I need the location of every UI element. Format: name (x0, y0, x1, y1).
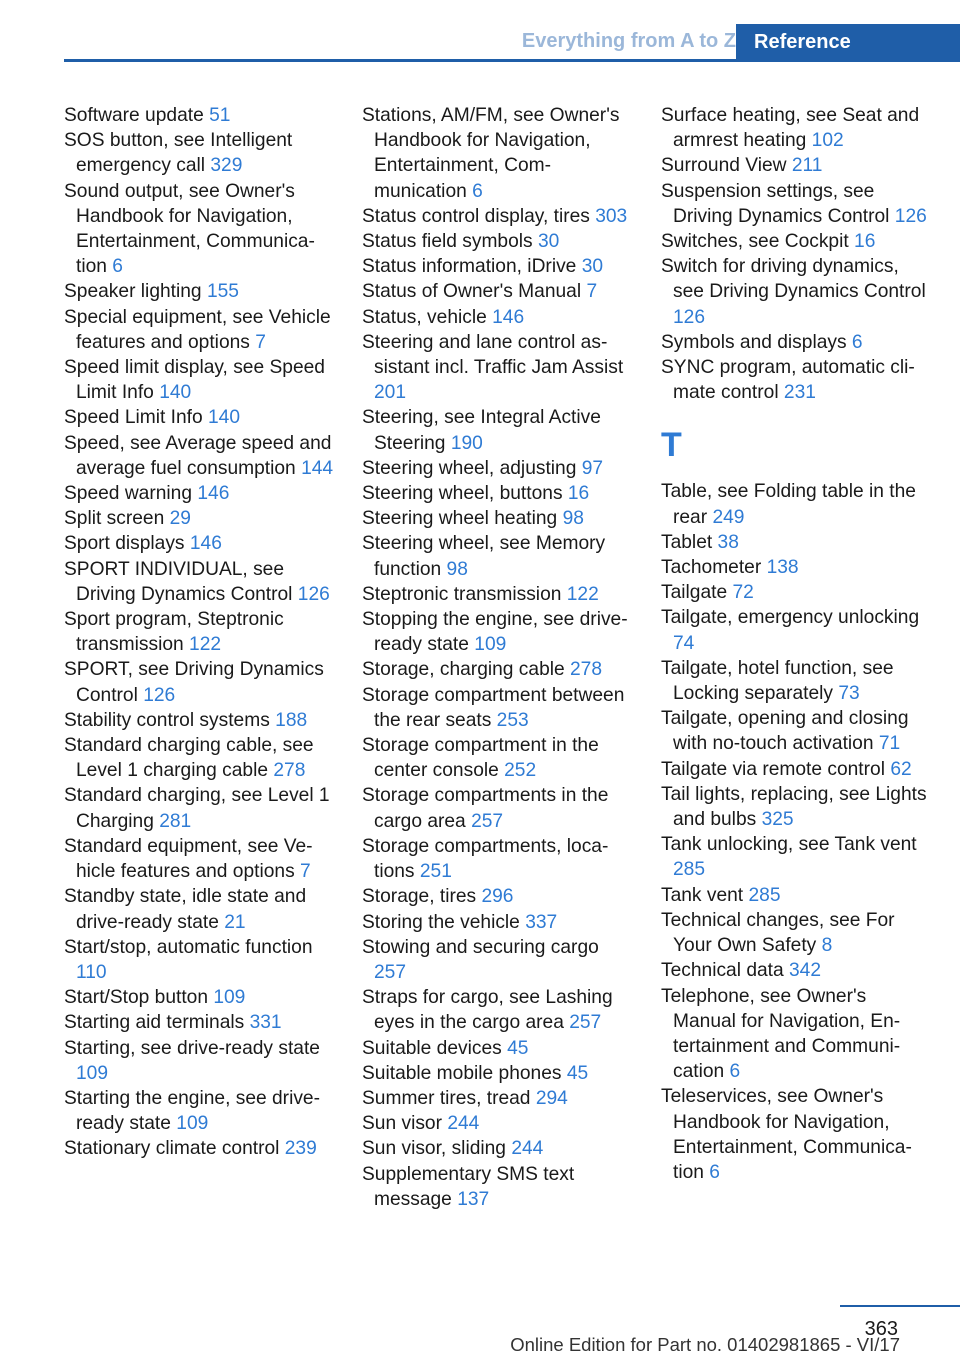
page-link[interactable]: 98 (446, 558, 468, 580)
index-entry (661, 355, 933, 405)
page-link[interactable]: 126 (143, 684, 176, 706)
index-entry (661, 984, 933, 1085)
index-entry (661, 179, 933, 229)
page-link[interactable]: 155 (206, 281, 239, 303)
index-entry (362, 607, 634, 657)
index-entry (362, 1086, 634, 1111)
index-entry (362, 506, 634, 531)
index-entry-text: Tail lights, replacing, see Lights and bulbs (661, 783, 927, 831)
index-entry (64, 884, 336, 934)
page-link[interactable]: 257 (569, 1012, 602, 1034)
index-entry-text: Stowing and securing cargo (362, 936, 599, 958)
page-link[interactable]: 109 (176, 1113, 209, 1135)
index-entry-text: Table, see Folding table in the rear (661, 481, 916, 528)
index-entry-text: Storage, charging cable (362, 659, 565, 681)
page-link[interactable]: 74 (673, 632, 695, 654)
index-entry (362, 1036, 634, 1061)
index-entry-text: Suitable mobile phones (362, 1062, 562, 1084)
header-rule (64, 59, 960, 62)
index-entry-text: Starting the engine, see drive-ready state (64, 1087, 320, 1135)
index-entry (64, 481, 336, 506)
index-entry-text: Sun visor (362, 1113, 442, 1135)
index-entry (661, 153, 933, 178)
index-entry-text: Summer tires, tread (362, 1087, 531, 1109)
index-entry-text: SPORT, see Driving Dynamics Control (64, 659, 324, 706)
page-link[interactable]: 303 (595, 205, 628, 227)
page-link[interactable]: 98 (562, 508, 584, 530)
index-entry (64, 305, 336, 355)
page-link[interactable]: 331 (249, 1012, 282, 1034)
index-entry (661, 530, 933, 555)
index-entry-text: Telephone, see Owner's Manual for Navigation, Entertainment and Communication (661, 985, 901, 1083)
index-entry (64, 405, 336, 430)
index-entry-text: Switch for driving dynamics, see Driving Dynamics Control (661, 256, 926, 303)
index-entry-text: Speed warning (64, 483, 193, 505)
index-entry-text: Starting, see drive-ready state (64, 1037, 320, 1059)
index-entry-text: Storage, tires (362, 886, 477, 908)
page-link[interactable]: 45 (507, 1037, 529, 1059)
index-entry-text: Sun visor, sliding (362, 1138, 506, 1160)
index-entry (362, 204, 634, 229)
index-entry (661, 103, 933, 153)
index-entry (661, 706, 933, 756)
footer-rule (840, 1305, 960, 1307)
page-header (64, 24, 960, 62)
index-entry (64, 708, 336, 733)
page-link[interactable]: 7 (300, 861, 311, 883)
index-entry (661, 832, 933, 882)
page-link[interactable]: 201 (374, 382, 407, 404)
index-entry-text: Tailgate via remote control (661, 758, 885, 780)
reference-tab[interactable]: Reference (736, 24, 960, 61)
index-entry (661, 782, 933, 832)
index-entry-text: Sport program, Steptronic transmission (64, 609, 284, 656)
page-link[interactable]: 257 (374, 961, 407, 983)
page-link[interactable]: 6 (729, 1061, 741, 1083)
index-entry-text: SYNC program, automatic climate control (661, 357, 915, 404)
page-link[interactable]: 252 (504, 760, 537, 782)
index-entry-text: Supplementary SMS text message (362, 1163, 575, 1210)
index-entry (64, 531, 336, 556)
index-entry-text: Status, vehicle (362, 306, 487, 328)
page-link[interactable]: 285 (748, 884, 781, 906)
index-entry-text: Start/stop, automatic function (64, 936, 313, 958)
page-link[interactable]: 122 (189, 634, 222, 656)
index-entry (362, 683, 634, 733)
index-entry (64, 607, 336, 657)
page-link[interactable]: 146 (189, 533, 222, 555)
page-link[interactable]: 281 (159, 810, 192, 832)
index-entry (362, 330, 634, 406)
index-column-1 (64, 103, 336, 1162)
page-link[interactable]: 21 (224, 911, 246, 933)
index-entry (64, 103, 336, 128)
index-entry (362, 657, 634, 682)
index-entry (64, 557, 336, 607)
index-entry (362, 985, 634, 1035)
index-entry-text: Suitable devices (362, 1037, 502, 1059)
index-entry-text: Technical changes, see For Your Own Safety (661, 909, 895, 957)
index-entry (64, 834, 336, 884)
index-entry-text: Tachometer (661, 557, 762, 579)
index-entry (362, 884, 634, 909)
index-entry (64, 783, 336, 833)
page-link[interactable]: 188 (275, 709, 308, 731)
page-link[interactable]: 109 (474, 634, 507, 656)
index-entry-text: Stability control systems (64, 709, 270, 731)
page-link[interactable]: 239 (284, 1138, 317, 1160)
page-link[interactable]: 257 (471, 810, 504, 832)
index-entry-text: Sport displays (64, 533, 185, 555)
index-entry-text: Status control display, tires (362, 205, 590, 227)
page-link[interactable]: 146 (492, 306, 525, 328)
index-entry-text: Sound output, see Owner's Handbook for Navigation, Entertainment, Communication (64, 180, 315, 278)
index-entry (661, 656, 933, 706)
index-column-3 (661, 103, 933, 1185)
page-link[interactable]: 8 (821, 935, 833, 957)
edition-note: Online Edition for Part no. 01402981865 - VI/17 (510, 1334, 900, 1355)
index-entry-text: Steering wheel heating (362, 508, 558, 530)
index-entry (661, 229, 933, 254)
index-entry-text: Technical data (661, 960, 784, 982)
page-link[interactable]: 190 (450, 432, 483, 454)
index-entry-text: SOS button, see Intelligent emergency call (64, 130, 293, 177)
index-entry (661, 254, 933, 330)
index-entry (661, 908, 933, 958)
index-entry (362, 481, 634, 506)
page-link[interactable]: 126 (894, 205, 927, 227)
index-entry (64, 355, 336, 405)
index-entry-text: Stations, AM/FM, see Owner's Handbook for Navigation, Entertainment, Communication (362, 105, 620, 202)
index-entry (362, 1136, 634, 1161)
index-entry-text: Suspension settings, see Driving Dynamics Control (661, 180, 890, 227)
page-link[interactable]: 231 (783, 382, 816, 404)
page-link[interactable]: 140 (159, 382, 192, 404)
page-number: 363 (864, 1318, 898, 1340)
index-entry (64, 1010, 336, 1035)
index-entry-text: Steering wheel, buttons (362, 483, 563, 505)
index-entry (64, 657, 336, 707)
page-link[interactable]: 244 (511, 1138, 544, 1160)
index-entry-text: Storage compartment in the center console (362, 735, 599, 782)
index-entry (661, 479, 933, 529)
index-entry (362, 910, 634, 935)
page-link[interactable]: 278 (570, 659, 603, 681)
index-entry (661, 757, 933, 782)
index-entry-text: Speed, see Average speed and average fuel consumption (64, 432, 332, 479)
page-link[interactable]: 109 (76, 1062, 109, 1084)
index-entry-text: Speed Limit Info (64, 407, 203, 429)
index-entry-text: Start/Stop button (64, 987, 208, 1009)
page-link[interactable]: 296 (481, 886, 514, 908)
page-link[interactable]: 6 (472, 180, 483, 202)
page-link[interactable]: 144 (301, 457, 334, 479)
index-entry (362, 279, 634, 304)
index-entry (64, 1036, 336, 1086)
page-link[interactable]: 253 (496, 709, 529, 731)
index-entry-text: Standard charging cable, see Level 1 charging cable (64, 735, 314, 782)
page-link[interactable]: 337 (525, 911, 558, 933)
page-link[interactable]: 249 (712, 506, 745, 528)
index-entry (64, 985, 336, 1010)
index-entry (64, 1086, 336, 1136)
index-entry-text: Special equipment, see Vehicle features and options (64, 306, 331, 353)
index-entry-text: Tailgate, emergency unlocking (661, 607, 920, 629)
index-entry (661, 580, 933, 605)
index-entry (362, 1162, 634, 1212)
page-link[interactable]: 16 (567, 483, 590, 505)
index-entry-text: Switches, see Cockpit (661, 231, 849, 253)
section-title: Everything from A to Z (521, 30, 736, 52)
index-entry (362, 405, 634, 455)
index-entry-text: Tailgate, hotel function, see Locking separately (661, 657, 894, 705)
index-entry (362, 254, 634, 279)
page-link[interactable]: 38 (717, 531, 739, 553)
index-entry (362, 733, 634, 783)
index-entry (362, 1061, 634, 1086)
index-section-letter: T (661, 426, 682, 465)
index-entry-text: Status field symbols (362, 231, 533, 253)
index-entry-text: Straps for cargo, see Lashing eyes in the cargo area (362, 987, 613, 1034)
page-link[interactable]: 73 (838, 683, 860, 705)
index-entry-text: Standard charging, see Level 1 Charging (64, 785, 330, 832)
index-entry-text: Surface heating, see Seat and armrest heating (661, 105, 920, 152)
page-link[interactable]: 278 (273, 760, 306, 782)
index-entry-text: Tailgate, opening and closing with no-touch activation (661, 708, 909, 755)
page-link[interactable]: 122 (566, 583, 599, 605)
index-entry-text: Steptronic transmission (362, 583, 562, 605)
page-link[interactable]: 211 (791, 155, 823, 177)
index-entry (64, 935, 336, 985)
index-entry (362, 834, 634, 884)
page-link[interactable]: 6 (112, 256, 123, 278)
page-link[interactable]: 244 (447, 1113, 480, 1135)
page-link[interactable]: 140 (208, 407, 241, 429)
page-link[interactable]: 110 (76, 961, 107, 983)
index-entry (661, 958, 933, 983)
page-link[interactable]: 329 (210, 155, 243, 177)
index-entry (362, 456, 634, 481)
page-link[interactable]: 137 (457, 1188, 490, 1210)
page-link[interactable]: 294 (535, 1087, 568, 1109)
index-entry (661, 555, 933, 580)
page-link[interactable]: 29 (169, 508, 191, 530)
index-entry-text: Tank unlocking, see Tank vent (661, 834, 917, 856)
index-entry-text: Tablet (661, 531, 713, 553)
page-link[interactable]: 97 (581, 457, 604, 479)
index-entry-text: Teleservices, see Owner's Handbook for Navigation, Entertainment, Communication (661, 1086, 912, 1183)
index-entry-text: Storage compartments, locations (362, 835, 609, 883)
index-entry-text: Steering wheel, adjusting (362, 457, 577, 479)
page-link[interactable]: 126 (673, 306, 706, 328)
page-link[interactable]: 6 (851, 331, 863, 353)
index-entry-text: Stopping the engine, see drive-ready state (362, 609, 628, 656)
index-entry-text: Speed limit display, see Speed Limit Info (64, 357, 325, 404)
page-link[interactable]: 7 (586, 281, 598, 303)
index-entry-text: SPORT INDIVIDUAL, see Driving Dynamics Control (64, 558, 293, 605)
index-entry (362, 1111, 634, 1136)
index-entry (362, 935, 634, 985)
index-entry (64, 733, 336, 783)
index-entry (362, 103, 634, 204)
index-entry-text: Tank vent (661, 884, 744, 906)
index-entry-text: Steering wheel, see Memory function (362, 533, 606, 580)
index-entry (362, 305, 634, 330)
index-entry (661, 330, 933, 355)
index-entry-text: Status information, iDrive (362, 256, 577, 278)
index-entry-text: Software update (64, 105, 204, 126)
index-entry (64, 1136, 336, 1161)
index-entry-text: Tailgate (661, 582, 728, 604)
page-link[interactable]: 30 (537, 231, 560, 253)
index-entry (362, 783, 634, 833)
index-entry (64, 179, 336, 280)
index-column-2 (362, 103, 634, 1212)
index-entry-text: Surround View (661, 155, 787, 177)
index-entry-text: Split screen (64, 508, 165, 530)
page-link[interactable]: 45 (566, 1062, 589, 1084)
page-link[interactable]: 30 (581, 256, 604, 278)
page-link[interactable]: 102 (811, 130, 844, 152)
page-link[interactable]: 251 (419, 861, 452, 883)
index-entry (64, 279, 336, 304)
page-link[interactable]: 51 (209, 105, 231, 126)
page-link[interactable]: 6 (709, 1161, 720, 1183)
index-entry-text: Standby state, idle state and drive-ready state (64, 886, 307, 933)
page-link[interactable]: 71 (878, 733, 901, 755)
page-link[interactable]: 16 (854, 231, 876, 253)
page-link[interactable]: 7 (255, 331, 266, 353)
page-link[interactable]: 126 (297, 583, 330, 605)
index-entry (661, 883, 933, 908)
index-entry-text: Status of Owner's Manual (362, 281, 582, 303)
index-entry-text: Steering and lane control assistant incl. Traffic Jam Assist (362, 331, 624, 379)
index-entry-text: Steering, see Integral Active Steering (362, 407, 601, 454)
index-entry (362, 582, 634, 607)
index-entry (64, 506, 336, 531)
index-entry-text: Symbols and displays (661, 331, 847, 353)
index-entry-text: Standard equipment, see Vehicle features and options (64, 835, 313, 883)
index-entry (661, 1084, 933, 1185)
index-entry (661, 605, 933, 655)
page-link[interactable]: 325 (761, 809, 794, 831)
page-link[interactable]: 109 (213, 987, 246, 1009)
index-entry-text: Starting aid terminals (64, 1012, 245, 1034)
index-entry-text: Storage compartments in the cargo area (362, 785, 609, 832)
index-entry (64, 431, 336, 481)
page-link[interactable]: 138 (766, 557, 799, 579)
page-link[interactable]: 342 (789, 960, 822, 982)
index-entry (64, 128, 336, 178)
index-entry-text: Storage compartment between the rear seats (362, 684, 625, 731)
page-link[interactable]: 146 (197, 483, 230, 505)
page-link[interactable]: 285 (673, 859, 706, 881)
index-entry-text: Speaker lighting (64, 281, 202, 303)
index-entry (362, 229, 634, 254)
page-link[interactable]: 72 (732, 582, 754, 604)
index-entry (362, 531, 634, 581)
index-entry-text: Stationary climate control (64, 1138, 280, 1160)
index-entry-text: Storing the vehicle (362, 911, 520, 933)
page-link[interactable]: 62 (890, 758, 912, 780)
